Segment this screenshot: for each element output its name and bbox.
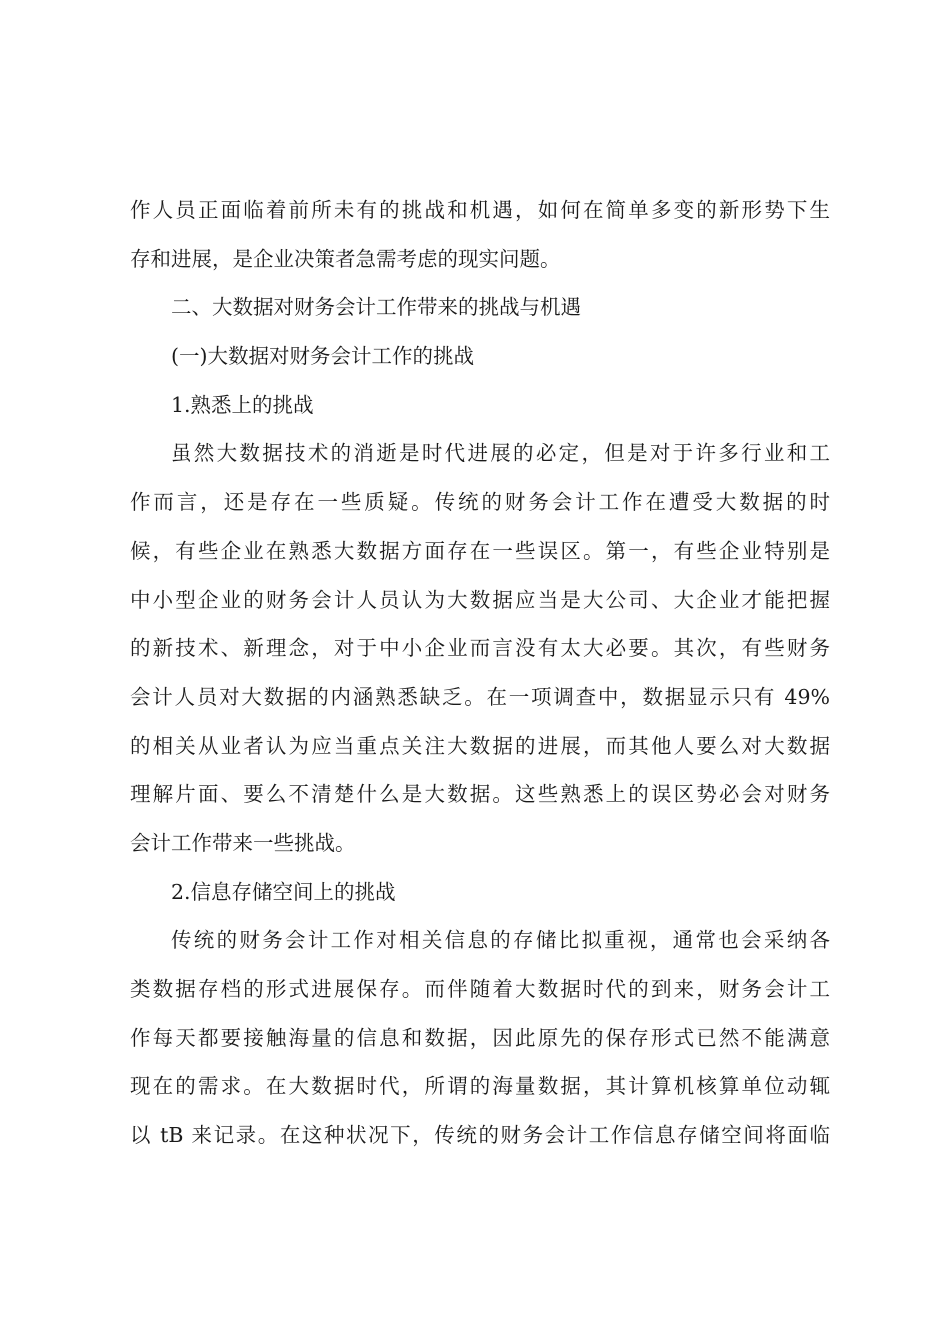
text-line: 传统的财务会计工作对相关信息的存储比拟重视，通常也会采纳各 [171,928,830,953]
text-line: 会计人员对大数据的内涵熟悉缺乏。在一项调查中，数据显示只有 49% [130,684,830,709]
text-line: 的相关从业者认为应当重点关注大数据的进展，而其他人要么对大数据 [130,733,830,758]
text-line: 虽然大数据技术的消逝是时代进展的必定，但是对于许多行业和工 [171,441,830,466]
text-line: 中小型企业的财务会计人员认为大数据应当是大公司、大企业才能把握 [130,587,830,612]
text-line: 的新技术、新理念，对于中小企业而言没有太大必要。其次，有些财务 [130,636,830,661]
subsection-heading: (一)大数据对财务会计工作的挑战 [171,344,474,369]
text-line: 会计工作带来一些挑战。 [130,830,356,855]
section-heading: 二、大数据对财务会计工作带来的挑战与机遇 [171,295,581,320]
text-line: 理解片面、要么不清楚什么是大数据。这些熟悉上的误区势必会对财务 [130,782,830,807]
text-line: 作每天都要接触海量的信息和数据，因此原先的保存形式已然不能满意 [130,1025,830,1050]
text-line: 以 tB 来记录。在这种状况下，传统的财务会计工作信息存储空间将面临 [130,1123,830,1148]
body-text [130,186,830,1160]
text-line: 存和进展，是企业决策者急需考虑的现实问题。 [130,246,561,271]
text-line: 类数据存档的形式进展保存。而伴随着大数据时代的到来，财务会计工 [130,977,830,1001]
text-line: 现在的需求。在大数据时代，所谓的海量数据，其计算机核算单位动辄 [130,1074,830,1099]
text-line: 作人员正面临着前所未有的挑战和机遇，如何在简单多变的新形势下生 [130,198,830,222]
point-heading: 2.信息存储空间上的挑战 [171,879,396,904]
text-line: 作而言，还是存在一些质疑。传统的财务会计工作在遭受大数据的时 [130,490,830,515]
point-heading: 1.熟悉上的挑战 [171,392,314,417]
text-line: 候，有些企业在熟悉大数据方面存在一些误区。第一，有些企业特别是 [130,538,830,563]
